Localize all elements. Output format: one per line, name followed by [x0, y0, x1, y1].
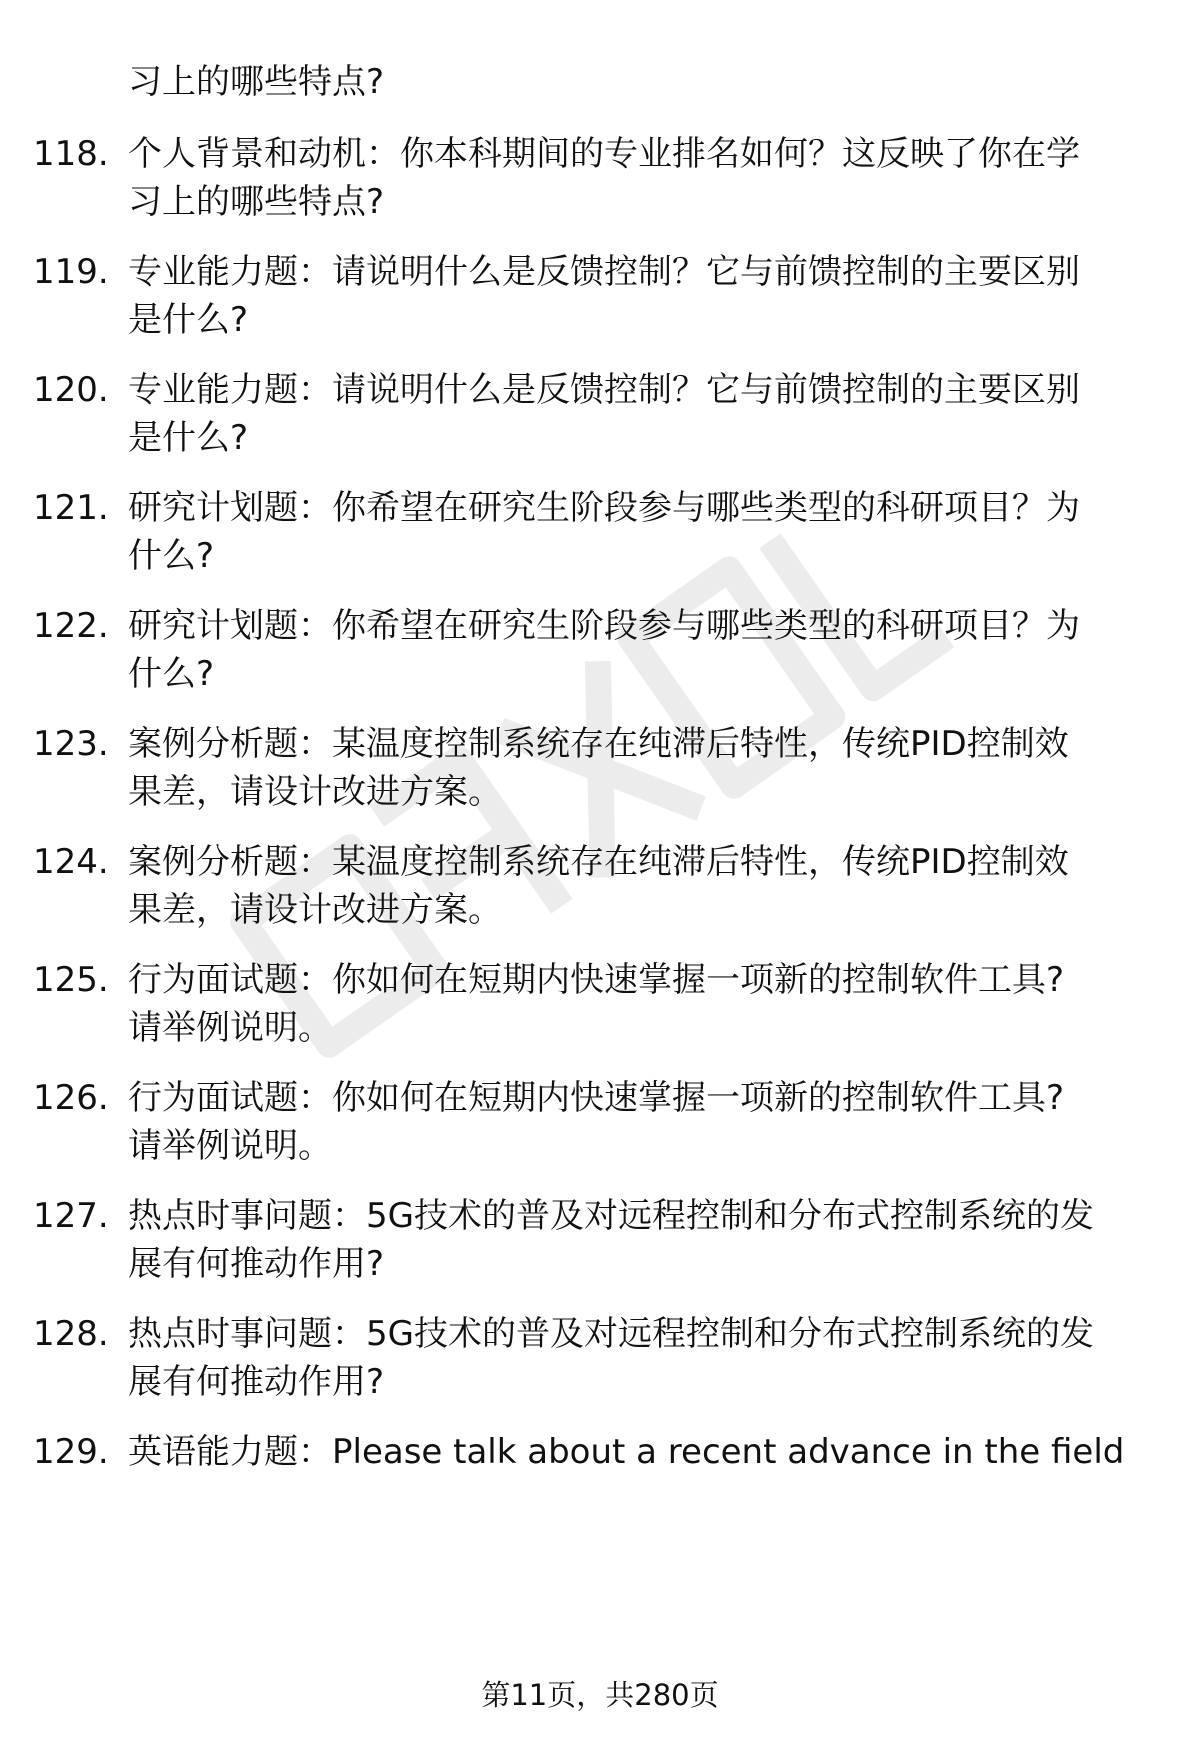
question-number: 127.: [33, 1196, 109, 1236]
question-text: [128, 484, 1148, 580]
question-line: 研究计划题：你希望在研究生阶段参与哪些类型的科研项目？为: [128, 606, 1080, 646]
question-line: 案例分析题：某温度控制系统存在纯滞后特性，传统PID控制效: [128, 724, 1069, 764]
question-text: [128, 1428, 1148, 1476]
question-text: [128, 58, 1148, 106]
question-line: 行为面试题：你如何在短期内快速掌握一项新的控制软件工具?: [128, 1078, 1065, 1118]
question-text: [128, 130, 1148, 226]
question-line: 研究计划题：你希望在研究生阶段参与哪些类型的科研项目？为: [128, 488, 1080, 528]
question-text: [128, 1192, 1148, 1288]
question-line: 热点时事问题：5G技术的普及对远程控制和分布式控制系统的发: [128, 1314, 1094, 1354]
question-line: 个人背景和动机：你本科期间的专业排名如何？这反映了你在学: [128, 134, 1080, 174]
question-text: [128, 248, 1148, 344]
question-number: 118.: [33, 134, 109, 174]
question-text: [128, 1074, 1148, 1170]
question-line: 专业能力题：请说明什么是反馈控制？它与前馈控制的主要区别: [128, 370, 1080, 410]
question-number: 119.: [33, 252, 109, 292]
question-number: 120.: [33, 370, 109, 410]
question-text: [128, 838, 1148, 934]
question-line: 果差，请设计改进方案。: [128, 890, 502, 930]
question-line: 展有何推动作用?: [128, 1362, 385, 1402]
question-text: [128, 602, 1148, 698]
question-number: 125.: [33, 960, 109, 1000]
question-line: 习上的哪些特点?: [128, 62, 385, 102]
question-line: 专业能力题：请说明什么是反馈控制？它与前馈控制的主要区别: [128, 252, 1080, 292]
question-line: 习上的哪些特点?: [128, 182, 385, 222]
question-line: 是什么?: [128, 300, 249, 340]
question-text: [128, 366, 1148, 462]
page-footer: 第11页，共280页: [481, 1678, 719, 1712]
question-number: 128.: [33, 1314, 109, 1354]
question-number: 122.: [33, 606, 109, 646]
question-line: 英语能力题：Please talk about a recent advance in the field: [128, 1432, 1125, 1472]
question-number: 121.: [33, 488, 109, 528]
question-line: 什么?: [128, 536, 215, 576]
question-line: 请举例说明。: [128, 1126, 332, 1166]
question-line: 果差，请设计改进方案。: [128, 772, 502, 812]
question-text: [128, 1310, 1148, 1406]
question-text: [128, 956, 1148, 1052]
question-line: 案例分析题：某温度控制系统存在纯滞后特性，传统PID控制效: [128, 842, 1069, 882]
question-line: 请举例说明。: [128, 1008, 332, 1048]
question-line: 是什么?: [128, 418, 249, 458]
question-number: 126.: [33, 1078, 109, 1118]
question-line: 展有何推动作用?: [128, 1244, 385, 1284]
question-line: 热点时事问题：5G技术的普及对远程控制和分布式控制系统的发: [128, 1196, 1094, 1236]
question-line: 什么?: [128, 654, 215, 694]
question-text: [128, 720, 1148, 816]
question-line: 行为面试题：你如何在短期内快速掌握一项新的控制软件工具?: [128, 960, 1065, 1000]
question-number: 123.: [33, 724, 109, 764]
question-number: 124.: [33, 842, 109, 882]
question-number: 129.: [33, 1432, 109, 1472]
